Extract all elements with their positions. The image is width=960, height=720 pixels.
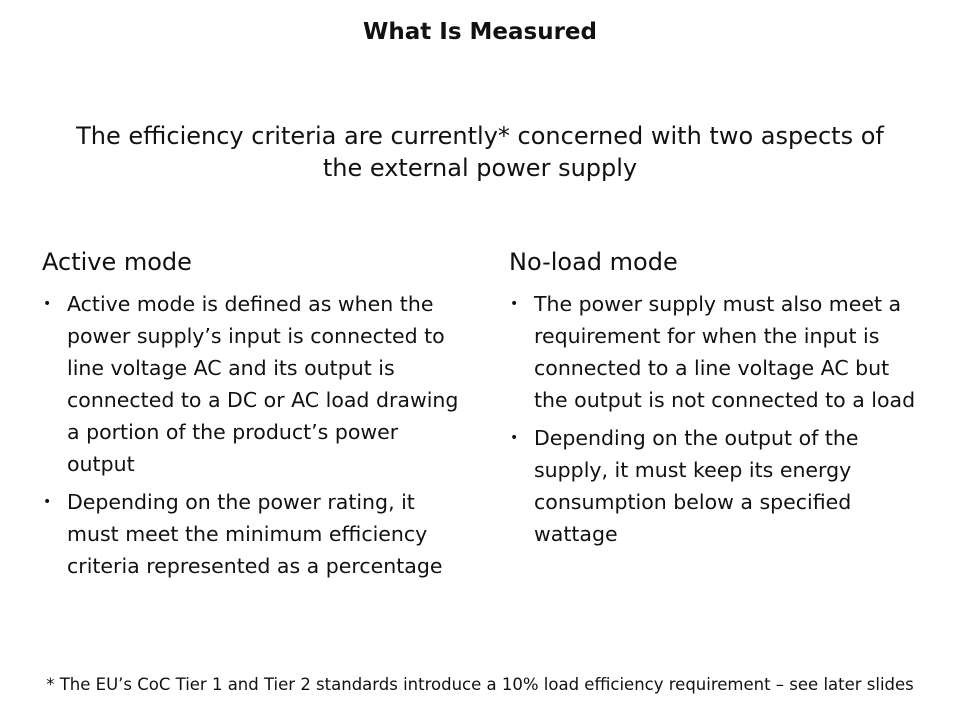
- bullet-text: Active mode is defined as when the power supply’s input is connected to line voltage AC and its output is connected to a DC or AC load drawing a portion of the product’s power output: [67, 292, 459, 476]
- bullet-text: Depending on the power rating, it must meet the minimum efficiency criteria represented as a percentage: [67, 490, 443, 578]
- list-item: [509, 288, 929, 416]
- bullet-icon: •: [510, 430, 519, 446]
- footnote: * The EU’s CoC Tier 1 and Tier 2 standards introduce a 10% load efficiency requirement – see later slides: [46, 675, 914, 694]
- list-item: [42, 288, 464, 480]
- no-load-mode-column: [509, 244, 929, 556]
- slide-subtitle: The efficiency criteria are currently* concerned with two aspects of the external power supply: [76, 122, 884, 182]
- bullet-text: The power supply must also meet a requirement for when the input is connected to a line voltage AC but the output is not connected to a load: [534, 292, 916, 412]
- bullet-icon: •: [43, 296, 52, 312]
- slide-title: What Is Measured: [363, 19, 597, 45]
- bullet-icon: •: [43, 494, 52, 510]
- bullet-text: Depending on the output of the supply, it must keep its energy consumption below a specified wattage: [534, 426, 859, 546]
- active-mode-column: [42, 244, 464, 588]
- list-item: [509, 422, 929, 550]
- active-mode-bullet-list: [42, 288, 464, 582]
- active-mode-heading: Active mode: [42, 248, 192, 276]
- bullet-icon: •: [510, 296, 519, 312]
- no-load-mode-bullet-list: [509, 288, 929, 550]
- list-item: [42, 486, 464, 582]
- no-load-mode-heading: No-load mode: [509, 248, 678, 276]
